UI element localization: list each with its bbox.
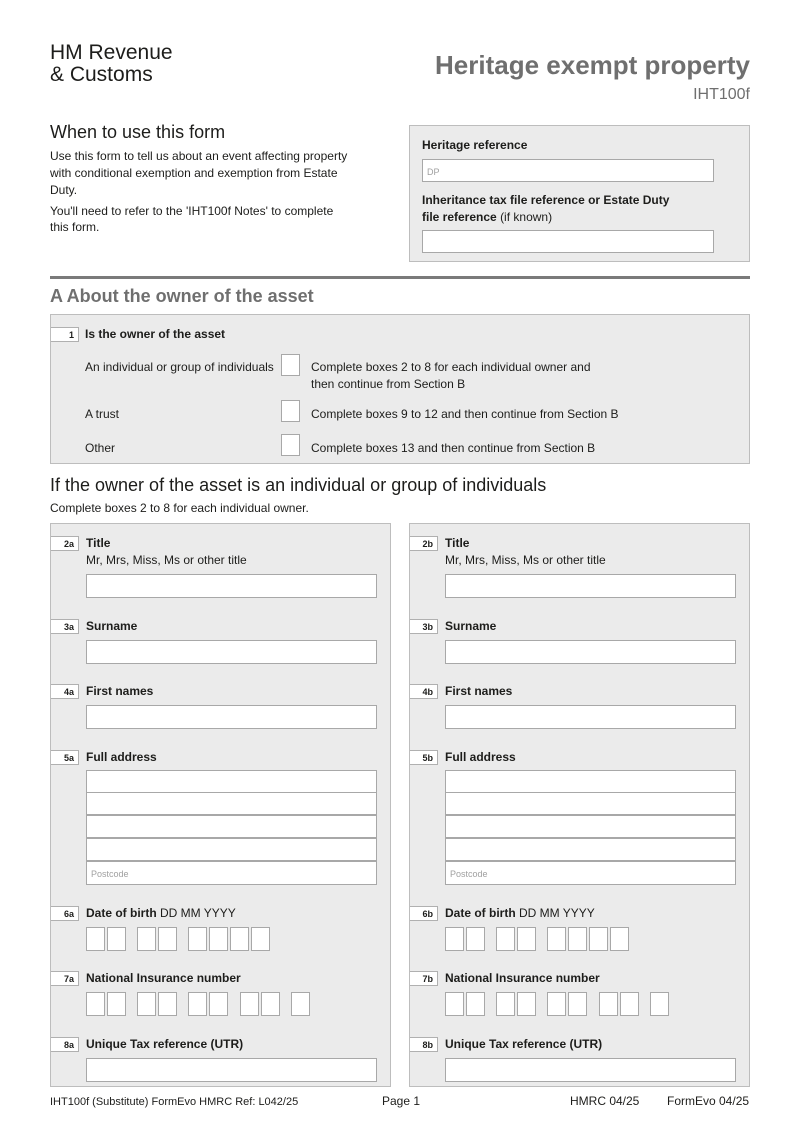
nino-char[interactable] xyxy=(620,992,639,1016)
utr-input[interactable] xyxy=(86,1058,377,1082)
first-names-input[interactable] xyxy=(445,705,736,729)
nino-char[interactable] xyxy=(291,992,310,1016)
individuals-instruction: Complete boxes 2 to 8 for each individual owner. xyxy=(50,501,309,515)
title-input[interactable] xyxy=(86,574,377,598)
first-names-label: First names xyxy=(86,684,154,698)
box-number-2a: 2a xyxy=(51,536,79,551)
address-line-1[interactable] xyxy=(86,770,377,793)
address-label: Full address xyxy=(445,750,516,764)
address-line-4[interactable] xyxy=(86,838,377,861)
file-reference-input[interactable] xyxy=(422,230,714,253)
dob-label-text: Date of birth xyxy=(445,906,516,920)
option-other-checkbox[interactable] xyxy=(281,434,300,456)
option-trust-checkbox[interactable] xyxy=(281,400,300,422)
nino-char[interactable] xyxy=(496,992,515,1016)
nino-char[interactable] xyxy=(517,992,536,1016)
logo-line1: HM Revenue xyxy=(50,41,173,64)
dob-label xyxy=(86,906,236,920)
nino-char[interactable] xyxy=(240,992,259,1016)
footer-formevo-date: FormEvo 04/25 xyxy=(667,1094,750,1108)
dob-digit[interactable] xyxy=(188,927,207,951)
address-line-4[interactable] xyxy=(445,838,736,861)
utr-label: Unique Tax reference (UTR) xyxy=(445,1037,603,1051)
nino-char[interactable] xyxy=(137,992,156,1016)
owner-column-b xyxy=(409,523,750,1087)
nino-label: National Insurance number xyxy=(86,971,241,985)
address-line-2[interactable] xyxy=(86,792,377,815)
first-names-input[interactable] xyxy=(86,705,377,729)
dob-digit[interactable] xyxy=(466,927,485,951)
postcode-placeholder: Postcode xyxy=(450,869,488,879)
title-label: Title xyxy=(445,536,470,550)
box-number-5b: 5b xyxy=(410,750,438,765)
box-number-1: 1 xyxy=(51,327,79,342)
box-number-8b: 8b xyxy=(410,1037,438,1052)
nino-char[interactable] xyxy=(599,992,618,1016)
box-number-7a: 7a xyxy=(51,971,79,986)
postcode-placeholder: Postcode xyxy=(91,869,129,879)
form-title: Heritage exempt property xyxy=(435,50,750,80)
dob-digit[interactable] xyxy=(496,927,515,951)
dob-digit[interactable] xyxy=(230,927,249,951)
intro-heading: When to use this form xyxy=(50,122,226,142)
address-line-1[interactable] xyxy=(445,770,736,793)
utr-label: Unique Tax reference (UTR) xyxy=(86,1037,244,1051)
file-reference-hint: (if known) xyxy=(500,210,553,224)
heritage-reference-input[interactable] xyxy=(422,159,714,182)
heritage-reference-label: Heritage reference xyxy=(422,138,528,152)
dob-digit[interactable] xyxy=(137,927,156,951)
postcode-input[interactable] xyxy=(86,861,377,885)
option-trust-desc: Complete boxes 9 to 12 and then continue from Section B xyxy=(311,407,619,421)
utr-input[interactable] xyxy=(445,1058,736,1082)
hmrc-logo xyxy=(50,42,173,86)
title-hint: Mr, Mrs, Miss, Ms or other title xyxy=(445,553,606,567)
dob-digit[interactable] xyxy=(568,927,587,951)
nino-char[interactable] xyxy=(445,992,464,1016)
dob-format-hint: DD MM YYYY xyxy=(519,906,595,920)
logo-line2: & Customs xyxy=(50,63,153,86)
box-number-3b: 3b xyxy=(410,619,438,634)
dob-digit[interactable] xyxy=(547,927,566,951)
owner-column-a xyxy=(50,523,391,1087)
footer-page-number: Page 1 xyxy=(382,1094,421,1108)
dob-digit[interactable] xyxy=(445,927,464,951)
dob-digit[interactable] xyxy=(251,927,270,951)
title-hint: Mr, Mrs, Miss, Ms or other title xyxy=(86,553,247,567)
box-number-5a: 5a xyxy=(51,750,79,765)
box-number-8a: 8a xyxy=(51,1037,79,1052)
file-reference-label xyxy=(422,192,682,226)
nino-char[interactable] xyxy=(547,992,566,1016)
nino-char[interactable] xyxy=(86,992,105,1016)
dob-format-hint: DD MM YYYY xyxy=(160,906,236,920)
intro-paragraph-2: You'll need to refer to the 'IHT100f Notes' to complete this form. xyxy=(50,204,334,234)
surname-input[interactable] xyxy=(86,640,377,664)
nino-char[interactable] xyxy=(158,992,177,1016)
nino-char[interactable] xyxy=(650,992,669,1016)
question-1-box xyxy=(50,314,750,464)
option-trust-label: A trust xyxy=(85,407,120,421)
section-a-title: A About the owner of the asset xyxy=(50,286,314,306)
section-divider xyxy=(50,276,750,279)
box-number-6b: 6b xyxy=(410,906,438,921)
address-line-3[interactable] xyxy=(445,815,736,838)
address-line-3[interactable] xyxy=(86,815,377,838)
intro-paragraph-1: Use this form to tell us about an event affecting property with conditional exemption and exemption from Estate Duty. xyxy=(50,149,348,197)
heritage-reference-placeholder: DP xyxy=(427,167,440,177)
nino-char[interactable] xyxy=(568,992,587,1016)
title-label: Title xyxy=(86,536,111,550)
dob-label xyxy=(445,906,595,920)
dob-digit[interactable] xyxy=(610,927,629,951)
reference-box xyxy=(409,125,750,262)
nino-char[interactable] xyxy=(107,992,126,1016)
nino-char[interactable] xyxy=(261,992,280,1016)
dob-label-text: Date of birth xyxy=(86,906,157,920)
nino-label: National Insurance number xyxy=(445,971,600,985)
box-number-6a: 6a xyxy=(51,906,79,921)
first-names-label: First names xyxy=(445,684,513,698)
dob-digit[interactable] xyxy=(158,927,177,951)
surname-label: Surname xyxy=(86,619,138,633)
option-individual-label: An individual or group of individuals xyxy=(85,360,274,374)
question-1-label: Is the owner of the asset xyxy=(85,327,226,341)
surname-label: Surname xyxy=(445,619,497,633)
dob-digit[interactable] xyxy=(209,927,228,951)
option-individual-desc: Complete boxes 2 to 8 for each individual owner and then continue from Section B xyxy=(311,360,591,391)
address-label: Full address xyxy=(86,750,157,764)
address-line-2[interactable] xyxy=(445,792,736,815)
form-code: IHT100f xyxy=(693,86,750,103)
nino-char[interactable] xyxy=(188,992,207,1016)
option-individual-checkbox[interactable] xyxy=(281,354,300,376)
title-input[interactable] xyxy=(445,574,736,598)
dob-digit[interactable] xyxy=(107,927,126,951)
postcode-input[interactable] xyxy=(445,861,736,885)
dob-digit[interactable] xyxy=(517,927,536,951)
footer-form-ref: IHT100f (Substitute) FormEvo HMRC Ref: L042/25 xyxy=(50,1096,299,1108)
nino-char[interactable] xyxy=(209,992,228,1016)
nino-char[interactable] xyxy=(466,992,485,1016)
file-reference-label-text: Inheritance tax file reference or Estate Duty file reference xyxy=(422,193,670,224)
option-other-desc: Complete boxes 13 and then continue from Section B xyxy=(311,441,596,455)
box-number-3a: 3a xyxy=(51,619,79,634)
dob-digit[interactable] xyxy=(589,927,608,951)
box-number-4a: 4a xyxy=(51,684,79,699)
individuals-heading: If the owner of the asset is an individual or group of individuals xyxy=(50,475,547,495)
footer-hmrc-date: HMRC 04/25 xyxy=(570,1094,640,1108)
surname-input[interactable] xyxy=(445,640,736,664)
option-other-label: Other xyxy=(85,441,116,455)
box-number-7b: 7b xyxy=(410,971,438,986)
box-number-4b: 4b xyxy=(410,684,438,699)
dob-digit[interactable] xyxy=(86,927,105,951)
box-number-2b: 2b xyxy=(410,536,438,551)
